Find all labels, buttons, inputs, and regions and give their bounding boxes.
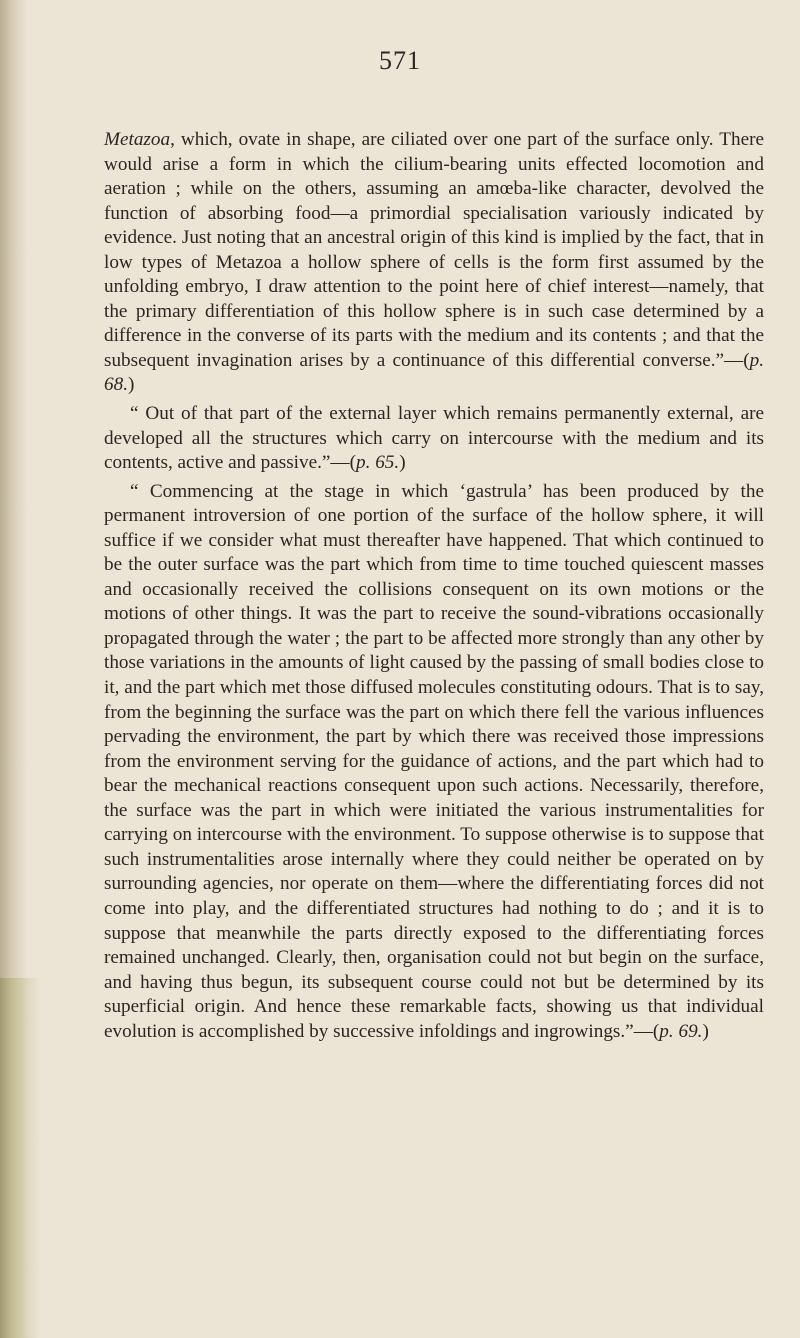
paragraph-3-text: “ Commencing at the stage in which ‘gastrula’ has been produced by the permanent introversion of one portion of the surface of the hollow sphere, it will suffice if we consider what must thereafter have happened. That which continued to be the outer surface was the part which from time to time touched quiescent masses and occasionally received the collisions consequent on its own motions or the motions of other things. It was the part to receive the sound-vibrations occasionally propagated through the water ; the part to be affected more strongly than any other by those variations in the amounts of light caused by the passing of small bodies close to it, and the part which met those diffused molecules constituting odours. That is to say, from the beginning the surface was the part on which there fell the various influences pervading the environment, the part by which there was received those impressions from the environment serving for the guidance of actions, and the part which had to bear the mechanical reactions consequent upon such actions. Necessarily, therefore, the surface was the part in which were initiated the various instrumentalities for carrying on intercourse with the environment. To suppose otherwise is to suppose that such instrumentalities arose internally where they could neither be operated on by surrounding agencies, nor operate on them—where the differentiating forces did not come into play, and the differentiated structures had nothing to do ; and it is to suppose that meanwhile the parts directly exposed to the differentiating forces remained unchanged. Clearly, then, organisation could not but begin on the surface, and having thus begun, its subsequent course could not but be determined by its superficial origin. And hence these remarkable facts, showing us that individual evolution is accomplished by successive infoldings and ingrowings.”—(	[104, 480, 764, 1042]
paragraph-3-ref: p. 69.	[659, 1020, 703, 1042]
page-number: 571	[379, 46, 421, 75]
paragraph-1-ref: p. 68.	[104, 349, 764, 396]
paragraph-1	[104, 128, 764, 398]
paragraph-2-text: “ Out of that part of the external layer which remains permanently external, are developed all the structures which carry on intercourse with the medium and its contents, active and passive.”—(	[104, 403, 764, 474]
paragraph-2-ref: p. 65.	[356, 452, 400, 474]
page-edge-stain	[0, 978, 40, 1338]
paragraph-3	[104, 480, 764, 1045]
paragraph-1-italic: Metazoa	[104, 129, 171, 150]
body-text	[104, 128, 764, 1044]
paragraph-1-end: )	[127, 374, 135, 396]
paragraph-1-text: , which, ovate in shape, are ciliated over one part of the surface only. There would arise a form in which the cilium-bearing units effected locomotion and aeration ; while on the others, assuming an amœba-like character, devolved the function of absorbing food—a primordial specialisation variously indicated by evidence. Just noting that an ancestral origin of this kind is implied by the fact, that in low types of Metazoa a hollow sphere of cells is the form first assumed by the unfolding embryo, I draw attention to the point here of chief interest—namely, that the primary differentiation of this hollow sphere is in such case determined by a difference in the converse of its parts with the medium and its contents ; and that the subsequent invagination arises by a continuance of this differential converse.”—(	[104, 129, 764, 371]
paragraph-2	[104, 402, 764, 476]
paragraph-2-end: )	[399, 452, 406, 474]
paragraph-3-end: )	[702, 1020, 709, 1042]
